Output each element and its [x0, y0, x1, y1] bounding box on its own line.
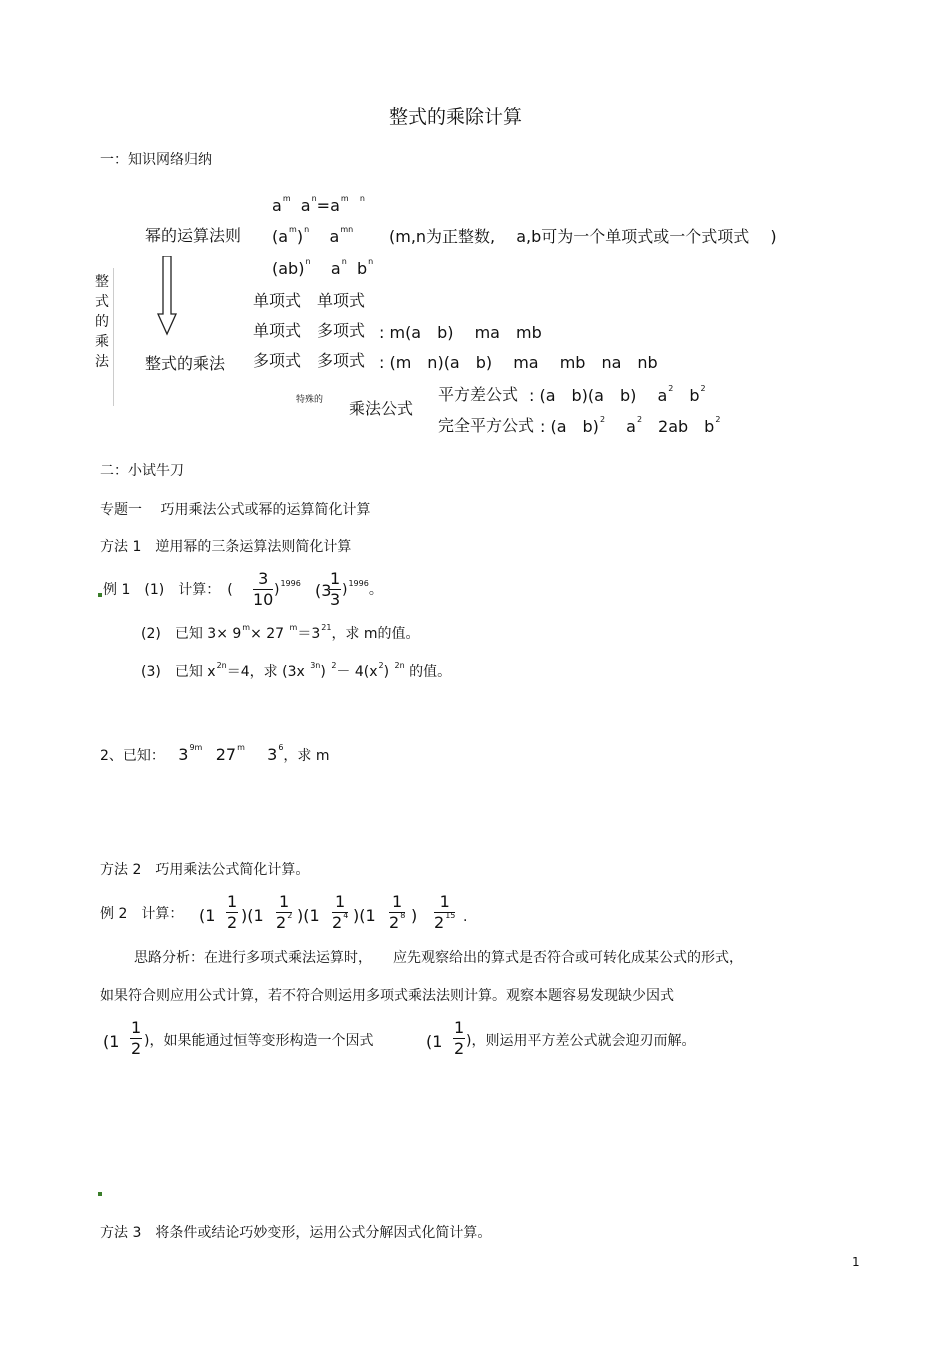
- case-poly-poly-formula: : (m n)(a b) ma mb na nb: [379, 353, 658, 372]
- section-heading-practice: 二：小试牛刀: [100, 463, 184, 479]
- case-mono-poly-label: 单项式 多项式: [253, 321, 366, 340]
- side-title-char: 的: [95, 314, 109, 330]
- example-1-label: 例 1 (1) 计算： (: [103, 582, 233, 598]
- case-mono-mono: 单项式 单项式: [253, 291, 366, 310]
- analysis-factor-open-1: (1: [103, 1032, 120, 1051]
- example-1-part-2: (2) 已知 $3\times 9^m\times 27$ $^m=3^{21}$，求 m的值。: [141, 623, 420, 642]
- case-mono-poly-formula: : m(a b) ma mb: [379, 323, 542, 342]
- polynomial-multiplication-label: 整式的乘法: [145, 354, 226, 373]
- analysis-line-1: 思路分析：在进行多项式乘法运算时， 应先观察给出的算式是否符合或可转化成某公式的形式，: [134, 950, 743, 966]
- analysis-line-3b: )，则运用平方差公式就会迎刃而解。: [466, 1033, 696, 1049]
- ex2-frac-2: 1 $2^2$: [276, 892, 293, 932]
- ex2-c2: )(1: [297, 906, 320, 925]
- ex2-end: .: [463, 909, 468, 925]
- power-rule-product: $a^m$ $a^n=a^m$ $^n$: [272, 194, 365, 215]
- analysis-line-2: 如果符合则应用公式计算，若不符合则运用多项式乘法法则计算。观察本题容易发现缺少因式: [100, 988, 674, 1004]
- question-2: 2、已知： $3^{9m}$ 27$^m$ $3^6$，求 m: [100, 743, 330, 764]
- analysis-frac-1: 1 2: [131, 1018, 142, 1058]
- power-rule-power: $(a^m)^n$ $a^{mn}$: [272, 225, 354, 246]
- power-rules-label: 幂的运算法则: [145, 226, 242, 245]
- perfect-square-formula: : (a b)$^2$ $a^2$ 2ab $b^2$: [540, 415, 721, 436]
- marker-dot: [98, 593, 102, 597]
- analysis-line-3a: )，如果能通过恒等变形构造一个因式: [144, 1033, 374, 1049]
- page-title: 整式的乘除计算: [389, 106, 523, 128]
- ex2-frac-4: 1 $2^8$: [389, 892, 406, 932]
- example-1-mid: (3: [315, 581, 332, 600]
- side-title-char: 法: [95, 354, 109, 370]
- difference-of-squares-formula: : (a b)(a b) $a^2$ $b^2$: [529, 384, 706, 405]
- side-title-char: 整: [95, 274, 109, 290]
- method-three: 方法 3 将条件或结论巧妙变形，运用公式分解因式化简计算。: [100, 1225, 492, 1241]
- perfect-square-label: 完全平方公式: [438, 416, 535, 435]
- ex2-frac-1: 1 2: [227, 892, 238, 932]
- power-rule-product-power: (ab)$^n$ $a^n$ $b^n$: [272, 257, 374, 278]
- example-1-part-3: (3) 已知 $x^{2n}=4$，求 (3x $^{3n}$) $^2- 4(x^2)$ $^{2n}$ 的值。: [141, 661, 452, 680]
- ex2-c4: ): [411, 906, 418, 925]
- example-1-exp2: )$^{1996}$。: [342, 579, 383, 598]
- example-2-label: 例 2 计算：: [100, 906, 184, 922]
- difference-of-squares-label: 平方差公式: [438, 385, 519, 404]
- section-heading-knowledge: 一：知识网络归纳: [100, 152, 212, 168]
- ex2-open: (1: [199, 906, 216, 925]
- vertical-divider: [113, 268, 114, 406]
- down-arrow-icon: [157, 256, 177, 336]
- ex2-c1: )(1: [241, 906, 264, 925]
- method-one: 方法 1 逆用幂的三条运算法则简化计算: [100, 539, 352, 555]
- side-title-char: 式: [95, 294, 109, 310]
- ex2-frac-3: 1 $2^4$: [332, 892, 349, 932]
- fraction-3-10: 3 10: [253, 569, 274, 609]
- ex2-frac-5: 1 $2^{15}$: [434, 892, 456, 932]
- fraction-1-3: 1 3: [330, 569, 341, 609]
- side-title: [94, 272, 110, 372]
- case-poly-poly-label: 多项式 多项式: [253, 351, 366, 370]
- method-two: 方法 2 巧用乘法公式简化计算。: [100, 862, 310, 878]
- analysis-frac-2: 1 2: [454, 1018, 465, 1058]
- page-number: 1: [852, 1255, 860, 1269]
- special-label: 特殊的: [296, 395, 324, 405]
- ex2-c3: )(1: [353, 906, 376, 925]
- side-title-char: 乘: [95, 334, 109, 350]
- special-formula-label: 乘法公式: [349, 399, 414, 418]
- marker-dot: [98, 1192, 102, 1196]
- analysis-factor-open-2: (1: [426, 1032, 443, 1051]
- power-rule-note: (m,n为正整数, a,b可为一个单项式或一个式项式 ): [389, 227, 777, 246]
- example-1-exp1: )$^{1996}$: [274, 579, 301, 598]
- topic-one: 专题一 巧用乘法公式或幂的运算简化计算: [100, 502, 371, 518]
